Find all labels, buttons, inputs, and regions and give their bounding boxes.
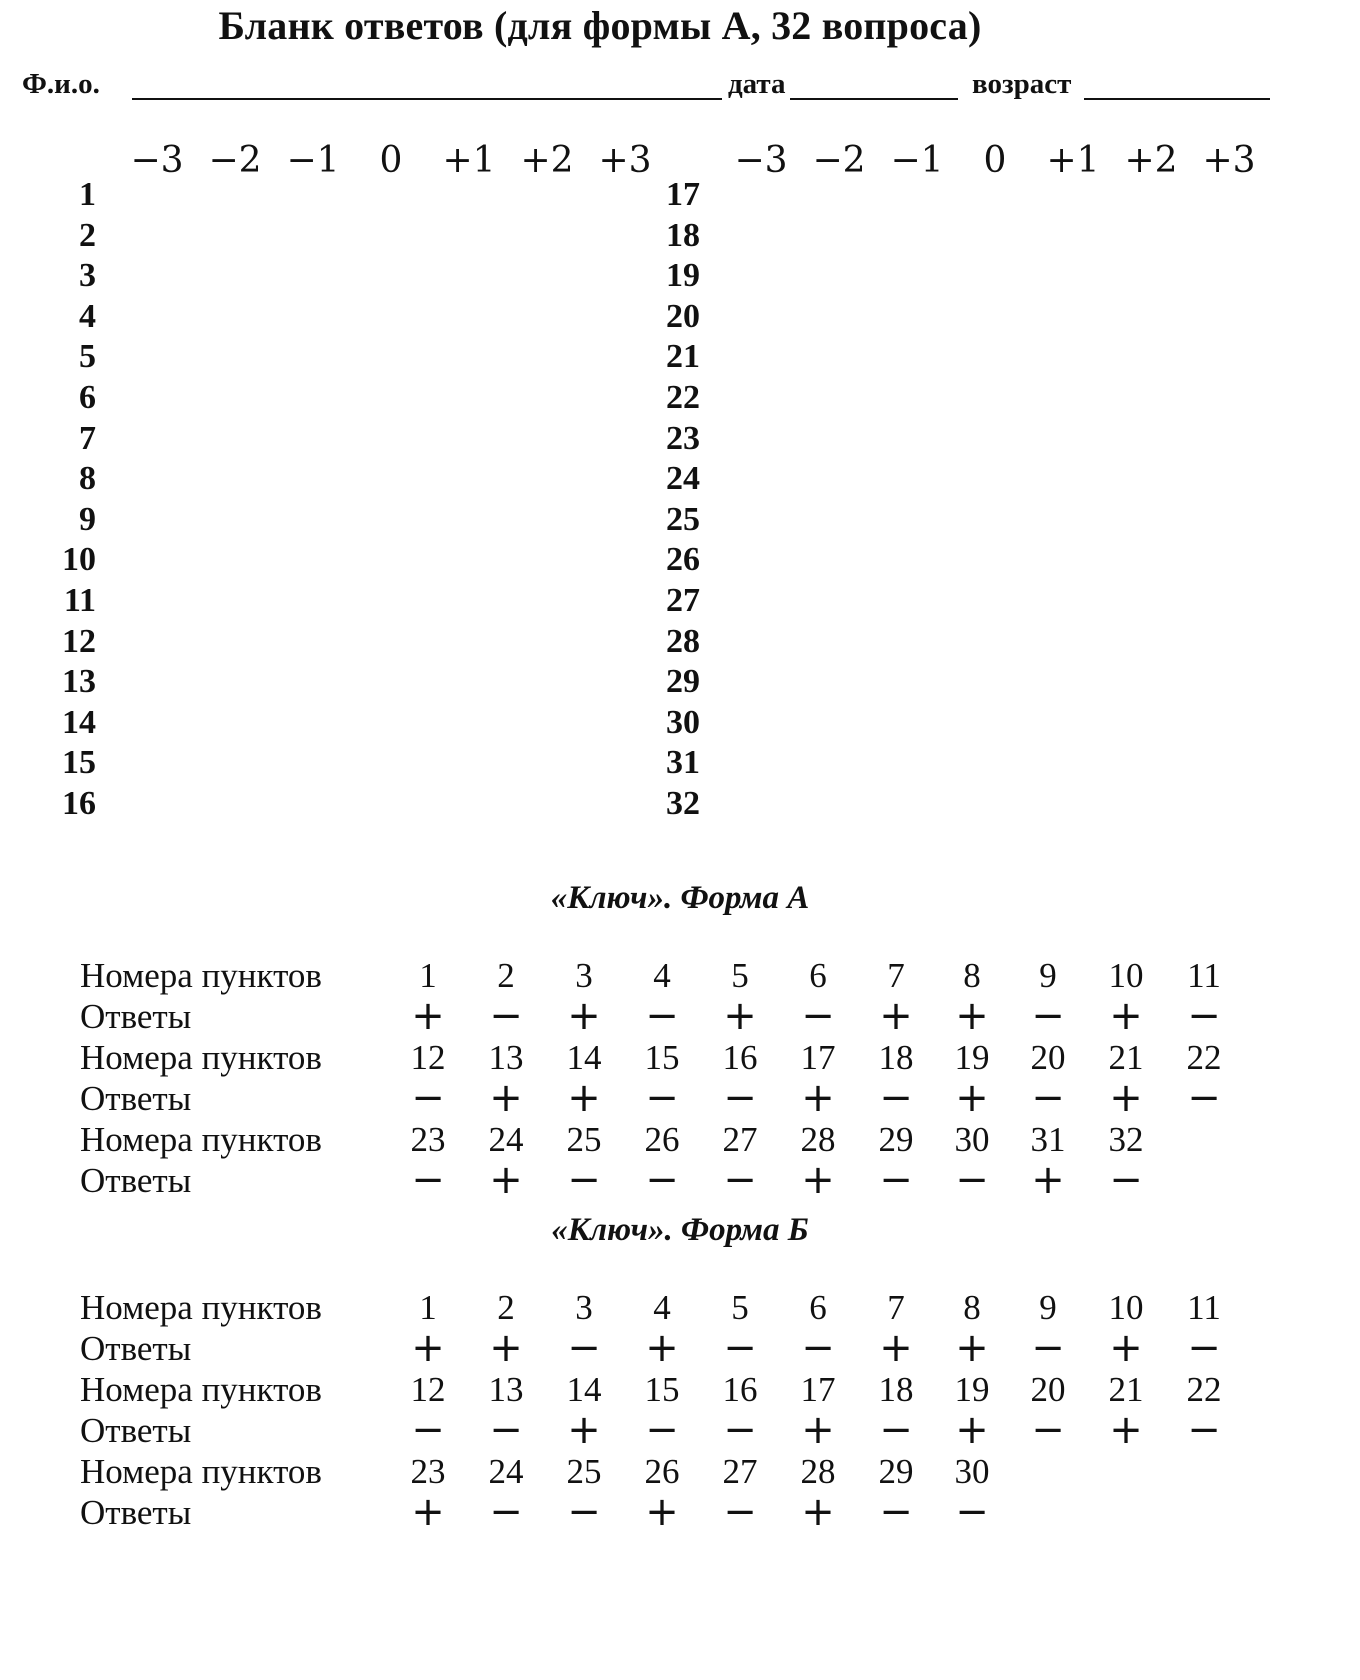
answer-sign: − xyxy=(489,1489,523,1535)
answer-sign: − xyxy=(645,1407,679,1453)
key-a-title: «Ключ». Форма А xyxy=(550,880,810,916)
scale-value: +3 xyxy=(598,140,652,181)
question-number: 24 xyxy=(666,460,700,498)
answer-sign: + xyxy=(1109,1075,1143,1121)
question-number: 22 xyxy=(666,379,700,416)
question-number: 12 xyxy=(62,622,96,660)
question-number: 20 xyxy=(666,297,700,335)
scale-value: −1 xyxy=(286,140,340,181)
answer-sign: + xyxy=(801,1075,835,1121)
scale-value: +1 xyxy=(1046,140,1100,181)
info-row xyxy=(22,64,1342,114)
answer-sign: + xyxy=(955,1325,989,1371)
scale-value: 0 xyxy=(379,140,403,181)
item-numbers-row xyxy=(80,1038,1340,1079)
item-number: 14 xyxy=(566,1370,602,1409)
name-label: Ф.и.о. xyxy=(22,68,100,100)
answer-sign: + xyxy=(955,993,989,1039)
question-number: 23 xyxy=(666,419,700,457)
answer-sign: − xyxy=(1187,1325,1221,1371)
answer-sign: + xyxy=(1109,1325,1143,1371)
answers-label: Ответы xyxy=(80,997,192,1036)
answer-sign: − xyxy=(879,1157,913,1203)
answer-sign: − xyxy=(411,1075,445,1121)
answer-sign: + xyxy=(489,1157,523,1203)
age-field[interactable] xyxy=(1084,64,1270,100)
scale-value: −1 xyxy=(890,140,944,181)
items-label: Номера пунктов xyxy=(80,1452,322,1491)
answer-sign: − xyxy=(567,1325,601,1371)
item-number: 3 xyxy=(575,956,593,995)
answer-sign: + xyxy=(1109,1407,1143,1453)
item-number: 2 xyxy=(497,956,515,995)
answer-sign: − xyxy=(411,1407,445,1453)
item-number: 19 xyxy=(954,1038,990,1077)
item-number: 30 xyxy=(954,1120,990,1159)
date-field[interactable] xyxy=(790,64,958,100)
item-numbers-row xyxy=(80,956,1340,997)
answer-sign: + xyxy=(1031,1157,1065,1203)
item-number: 1 xyxy=(419,956,437,995)
item-number: 4 xyxy=(653,1288,671,1327)
answer-sign: − xyxy=(1031,1407,1065,1453)
answer-sign: + xyxy=(879,993,913,1039)
item-number: 21 xyxy=(1108,1370,1144,1409)
question-number: 19 xyxy=(666,257,700,295)
question-number: 30 xyxy=(666,703,700,741)
question-number: 17 xyxy=(666,176,700,213)
answer-sign: − xyxy=(723,1407,757,1453)
question-number: 27 xyxy=(666,582,700,619)
answer-sign: − xyxy=(723,1157,757,1203)
item-number: 20 xyxy=(1030,1370,1066,1409)
question-number: 32 xyxy=(666,785,700,822)
answer-sign: + xyxy=(567,993,601,1039)
scale-value: −3 xyxy=(734,140,788,181)
answers-label: Ответы xyxy=(80,1493,192,1532)
answer-sign: − xyxy=(567,1489,601,1535)
question-number: 21 xyxy=(666,338,700,376)
scale-value: 0 xyxy=(983,140,1007,181)
item-number: 16 xyxy=(722,1038,758,1077)
item-number: 23 xyxy=(410,1452,446,1491)
answers-label: Ответы xyxy=(80,1329,192,1368)
scale-value: −2 xyxy=(208,140,262,181)
items-label: Номера пунктов xyxy=(80,1120,322,1159)
answer-sign: + xyxy=(801,1489,835,1535)
item-number: 10 xyxy=(1108,956,1144,995)
question-number: 10 xyxy=(62,541,96,579)
item-number: 27 xyxy=(722,1120,758,1159)
answer-sign: − xyxy=(1109,1157,1143,1203)
item-number: 2 xyxy=(497,1288,515,1327)
scale-value: −3 xyxy=(130,140,184,181)
item-number: 28 xyxy=(800,1120,836,1159)
answer-sign: − xyxy=(645,993,679,1039)
item-number: 22 xyxy=(1186,1370,1222,1409)
items-label: Номера пунктов xyxy=(80,1370,322,1409)
item-number: 11 xyxy=(1187,1288,1221,1327)
item-numbers-row xyxy=(80,1120,1340,1161)
answer-sign: − xyxy=(645,1157,679,1203)
name-field[interactable] xyxy=(132,64,722,100)
item-number: 26 xyxy=(644,1452,680,1491)
item-number: 24 xyxy=(488,1452,524,1491)
answer-sign: − xyxy=(645,1075,679,1121)
answer-sign: + xyxy=(645,1325,679,1371)
item-number: 5 xyxy=(731,956,749,995)
answer-sign: + xyxy=(801,1157,835,1203)
item-number: 13 xyxy=(488,1038,524,1077)
scale-value: +3 xyxy=(1202,140,1256,181)
items-label: Номера пунктов xyxy=(80,1038,322,1077)
item-number: 25 xyxy=(566,1120,602,1159)
question-number: 1 xyxy=(79,176,96,213)
question-number: 29 xyxy=(666,663,700,701)
item-number: 25 xyxy=(566,1452,602,1491)
item-number: 24 xyxy=(488,1120,524,1159)
question-number: 9 xyxy=(79,500,96,538)
key-a-table xyxy=(80,956,1340,1202)
answers-label: Ответы xyxy=(80,1161,192,1200)
answer-sign: − xyxy=(1031,1075,1065,1121)
item-number: 6 xyxy=(809,956,827,995)
item-number: 20 xyxy=(1030,1038,1066,1077)
answer-sign: − xyxy=(801,993,835,1039)
item-number: 16 xyxy=(722,1370,758,1409)
answer-sign: + xyxy=(1109,993,1143,1039)
item-number: 6 xyxy=(809,1288,827,1327)
answer-sign: + xyxy=(411,993,445,1039)
item-numbers-row xyxy=(80,1370,1340,1411)
answer-sign: − xyxy=(723,1075,757,1121)
question-number: 3 xyxy=(79,257,96,295)
question-number: 6 xyxy=(79,379,96,416)
question-number: 18 xyxy=(666,216,700,254)
item-number: 26 xyxy=(644,1120,680,1159)
question-number: 8 xyxy=(79,460,96,498)
question-number: 15 xyxy=(62,744,96,782)
items-label: Номера пунктов xyxy=(80,1288,322,1327)
answer-sign: − xyxy=(723,1489,757,1535)
item-number: 4 xyxy=(653,956,671,995)
answer-sign: − xyxy=(567,1157,601,1203)
question-number: 2 xyxy=(79,216,96,254)
answers-label: Ответы xyxy=(80,1411,192,1450)
answer-sign: − xyxy=(1187,1407,1221,1453)
item-number: 10 xyxy=(1108,1288,1144,1327)
answer-sign: − xyxy=(879,1489,913,1535)
answer-sign: + xyxy=(411,1489,445,1535)
answer-sign: − xyxy=(801,1325,835,1371)
item-number: 14 xyxy=(566,1038,602,1077)
item-number: 23 xyxy=(410,1120,446,1159)
answer-sign: − xyxy=(723,1325,757,1371)
item-numbers-row xyxy=(80,1288,1340,1329)
question-number: 28 xyxy=(666,622,700,660)
age-label: возраст xyxy=(972,68,1072,100)
answer-sign: − xyxy=(955,1489,989,1535)
answer-sign: − xyxy=(411,1157,445,1203)
item-number: 12 xyxy=(410,1038,446,1077)
question-number: 5 xyxy=(79,338,96,376)
scale-value: +2 xyxy=(1124,140,1178,181)
page-title: Бланк ответов (для формы А, 32 вопроса) xyxy=(218,3,982,48)
question-number: 25 xyxy=(666,500,700,538)
answer-sign: + xyxy=(645,1489,679,1535)
item-number: 32 xyxy=(1108,1120,1144,1159)
item-number: 9 xyxy=(1039,956,1057,995)
item-number: 5 xyxy=(731,1288,749,1327)
item-numbers-row xyxy=(80,1452,1340,1493)
answer-sign: + xyxy=(411,1325,445,1371)
question-number: 7 xyxy=(79,419,96,457)
item-number: 17 xyxy=(800,1370,836,1409)
item-number: 8 xyxy=(963,1288,981,1327)
scale-header-left xyxy=(118,140,664,181)
item-number: 1 xyxy=(419,1288,437,1327)
answer-sign: − xyxy=(1187,993,1221,1039)
answer-sign: − xyxy=(489,1407,523,1453)
question-number: 16 xyxy=(62,785,96,822)
answer-sign: + xyxy=(723,993,757,1039)
item-number: 13 xyxy=(488,1370,524,1409)
key-b-title: «Ключ». Форма Б xyxy=(551,1212,809,1248)
answer-sign: + xyxy=(567,1407,601,1453)
items-label: Номера пунктов xyxy=(80,956,322,995)
item-number: 7 xyxy=(887,1288,905,1327)
item-number: 31 xyxy=(1030,1120,1066,1159)
item-number: 19 xyxy=(954,1370,990,1409)
answers-row xyxy=(80,1157,1340,1203)
answer-sign: + xyxy=(567,1075,601,1121)
answer-sign: − xyxy=(955,1157,989,1203)
answer-sign: + xyxy=(489,1325,523,1371)
answers-row xyxy=(80,1325,1340,1371)
item-number: 15 xyxy=(644,1038,680,1077)
item-number: 30 xyxy=(954,1452,990,1491)
item-number: 8 xyxy=(963,956,981,995)
item-number: 3 xyxy=(575,1288,593,1327)
item-number: 18 xyxy=(878,1370,914,1409)
item-number: 11 xyxy=(1187,956,1221,995)
answer-sign: + xyxy=(489,1075,523,1121)
item-number: 29 xyxy=(878,1452,914,1491)
question-number: 11 xyxy=(63,582,96,619)
scale-value: +1 xyxy=(442,140,496,181)
answer-sign: + xyxy=(955,1075,989,1121)
item-number: 18 xyxy=(878,1038,914,1077)
key-b-table xyxy=(80,1288,1340,1534)
scale-header-right xyxy=(722,140,1268,181)
scale-value: +2 xyxy=(520,140,574,181)
item-number: 28 xyxy=(800,1452,836,1491)
answers-label: Ответы xyxy=(80,1079,192,1118)
item-number: 27 xyxy=(722,1452,758,1491)
item-number: 9 xyxy=(1039,1288,1057,1327)
question-number: 31 xyxy=(666,744,700,782)
item-number: 29 xyxy=(878,1120,914,1159)
question-number: 13 xyxy=(62,663,96,701)
item-number: 12 xyxy=(410,1370,446,1409)
answer-sign: + xyxy=(879,1325,913,1371)
answer-sign: − xyxy=(879,1075,913,1121)
item-number: 15 xyxy=(644,1370,680,1409)
question-number: 26 xyxy=(666,541,700,579)
question-number: 14 xyxy=(62,703,96,741)
answers-row xyxy=(80,1075,1340,1121)
item-number: 7 xyxy=(887,956,905,995)
answers-row xyxy=(80,993,1340,1039)
answer-sign: + xyxy=(801,1407,835,1453)
question-number: 4 xyxy=(79,297,96,335)
answer-sign: − xyxy=(879,1407,913,1453)
answers-row xyxy=(80,1489,1340,1535)
answer-sign: − xyxy=(1187,1075,1221,1121)
item-number: 17 xyxy=(800,1038,836,1077)
date-label: дата xyxy=(728,68,786,100)
answers-row xyxy=(80,1407,1340,1453)
scale-value: −2 xyxy=(812,140,866,181)
answer-sign: + xyxy=(955,1407,989,1453)
item-number: 22 xyxy=(1186,1038,1222,1077)
answer-sign: − xyxy=(489,993,523,1039)
item-number: 21 xyxy=(1108,1038,1144,1077)
answer-sign: − xyxy=(1031,1325,1065,1371)
answer-sign: − xyxy=(1031,993,1065,1039)
